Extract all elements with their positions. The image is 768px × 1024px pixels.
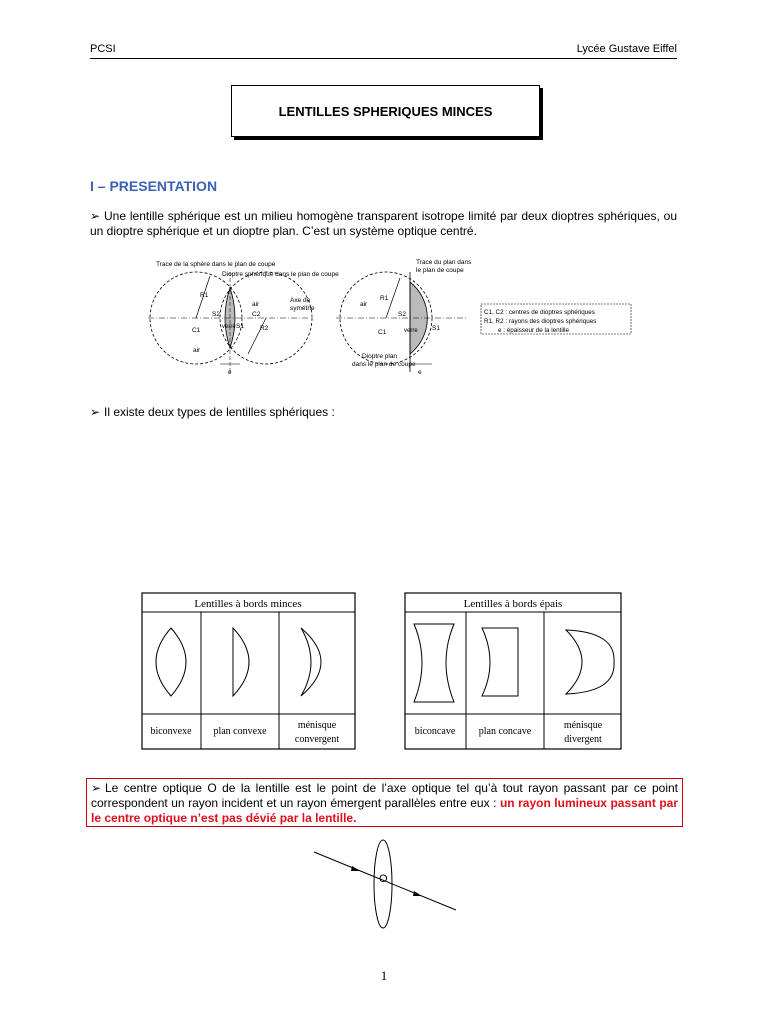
label-verre-left: verre xyxy=(222,324,236,330)
page-header xyxy=(90,40,677,59)
optical-center-emphasis: un rayon lumineux passant par le centre optique n’est pas dévié par la lentille. xyxy=(91,796,679,825)
label-air-right-fig: air xyxy=(360,301,368,308)
paragraph-types-text: Il existe deux types de lentilles sphériques : xyxy=(104,405,335,419)
label-plan-concave: plan concave xyxy=(478,726,532,737)
title-box xyxy=(231,85,540,137)
page-title: LENTILLES SPHERIQUES MINCES xyxy=(278,103,493,119)
label-s1-right: S1 xyxy=(432,325,440,332)
label-dioptre-plan-2: dans le plan de coupe xyxy=(352,361,416,368)
label-c1-left: C1 xyxy=(192,327,201,334)
header-left: PCSI xyxy=(90,43,116,55)
label-convergent: convergent xyxy=(294,734,340,745)
label-e-left: e xyxy=(228,369,232,376)
label-s2-left: S2 xyxy=(212,311,220,318)
optical-center-diagram xyxy=(310,838,460,933)
label-divergent: divergent xyxy=(564,734,602,745)
section-heading: I – PRESENTATION xyxy=(90,178,218,194)
thin-lenses-table xyxy=(141,592,357,752)
legend-line-2: R1, R2 : rayons des dioptres sphériques xyxy=(484,318,597,325)
arrow-bullet-icon: ➢ xyxy=(90,209,101,223)
label-r2: R2 xyxy=(260,325,269,332)
label-c1-right: C1 xyxy=(378,329,387,336)
divergent-meniscus-shape xyxy=(566,630,614,694)
label-trace-plan-2: le plan de coupe xyxy=(416,267,464,274)
label-menisque-thick: ménisque xyxy=(563,720,603,731)
label-air-right: air xyxy=(252,301,260,308)
label-s2-right: S2 xyxy=(398,311,406,318)
page-number: 1 xyxy=(380,968,388,983)
label-symetrie: symétrie xyxy=(290,305,315,312)
label-e-right: e xyxy=(418,369,422,376)
thick-lenses-table xyxy=(404,592,624,752)
plano-concave-lens-shape xyxy=(482,628,518,696)
header-right: Lycée Gustave Eiffel xyxy=(576,43,677,55)
paragraph-definition xyxy=(90,209,677,239)
thick-table-title: Lentilles à bords épais xyxy=(463,598,563,610)
label-r1-right: R1 xyxy=(380,295,389,302)
label-trace-sphere: Trace de la sphère dans le plan de coupe xyxy=(156,261,276,268)
optical-center-box xyxy=(86,778,683,827)
legend-line-3: e : épaisseur de la lentille xyxy=(498,327,570,334)
biconvex-lens-shape xyxy=(156,628,186,696)
label-s1-left: S1 xyxy=(236,323,244,330)
ray-arrow-1-icon xyxy=(351,866,360,871)
optical-center-o-label: O xyxy=(379,873,388,885)
biconcave-lens-shape xyxy=(414,624,454,702)
thin-table-title: Lentilles à bords minces xyxy=(194,598,302,610)
label-verre-right: verre xyxy=(404,328,418,334)
label-air-left: air xyxy=(193,347,201,354)
label-plan-convexe: plan convexe xyxy=(213,726,267,737)
legend-line-1: C1, C2 : centres de dioptres sphériques xyxy=(484,309,595,316)
label-dioptre-spherique: Dioptre sphérique dans le plan de coupe xyxy=(222,271,339,278)
arrow-bullet-icon: ➢ xyxy=(90,405,101,419)
lens-construction-figure xyxy=(148,252,638,382)
label-r1-left: R1 xyxy=(200,292,209,299)
label-menisque-thin: ménisque xyxy=(297,720,337,731)
convergent-meniscus-shape xyxy=(301,628,321,696)
arrow-bullet-icon: ➢ xyxy=(91,781,102,795)
label-axe: Axe de xyxy=(290,297,311,304)
label-trace-plan-1: Trace du plan dans xyxy=(416,259,472,266)
optical-center-text: Le centre optique O de la lentille est le point de l’axe optique tel qu’à tout rayon passant par ce point correspondent un rayon incident et un rayon émergent parallèles entre eux : xyxy=(91,781,678,810)
label-biconvexe: biconvexe xyxy=(150,726,192,737)
label-biconcave: biconcave xyxy=(414,726,456,737)
label-dioptre-plan-1: Dioptre plan xyxy=(362,353,398,360)
plano-convex-lens-shape xyxy=(233,628,249,696)
ray-arrow-2-icon xyxy=(413,891,422,896)
label-c2: C2 xyxy=(252,311,261,318)
paragraph-types xyxy=(90,405,677,420)
paragraph-definition-text: Une lentille sphérique est un milieu homogène transparent isotrope limité par deux dioptres sphériques, ou un dioptre sphérique et un dioptre plan. C’est un système optique centré. xyxy=(90,209,677,238)
